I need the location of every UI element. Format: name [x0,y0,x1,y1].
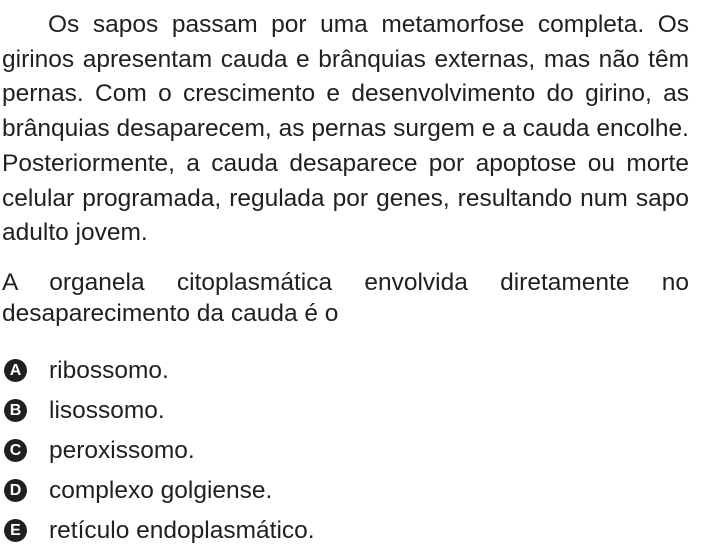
option-a-letter-badge: A [4,359,27,382]
option-b-letter-badge: B [4,399,27,422]
option-a[interactable] [2,351,689,391]
option-d-text: complexo golgiense. [49,476,273,504]
option-b[interactable] [2,391,689,431]
answer-options-list [2,351,689,551]
option-e[interactable] [2,511,689,551]
option-d-letter-badge: D [4,479,27,502]
question-context-paragraph: Os sapos passam por uma metamorfose completa. Os girinos apresentam cauda e brânquias externas, mas não têm pernas. Com o crescimento e desenvolvimento do girino, as brânquias desaparecem, as pernas surgem e a cauda encolhe. Posteriormente, a cauda desaparece por apoptose ou morte celular programada, regulada por genes, resultando num sapo adulto jovem. [2,11,689,247]
option-c-letter-badge: C [4,439,27,462]
option-d[interactable] [2,471,689,511]
option-e-text: retículo endoplasmático. [49,516,315,544]
option-c-text: peroxissomo. [49,436,195,464]
option-e-letter-badge: E [4,519,27,542]
option-c[interactable] [2,431,689,471]
option-a-text: ribossomo. [49,356,169,384]
question-stem: A organela citoplasmática envolvida diretamente no desaparecimento da cauda é o [2,268,689,327]
option-b-text: lisossomo. [49,396,165,424]
